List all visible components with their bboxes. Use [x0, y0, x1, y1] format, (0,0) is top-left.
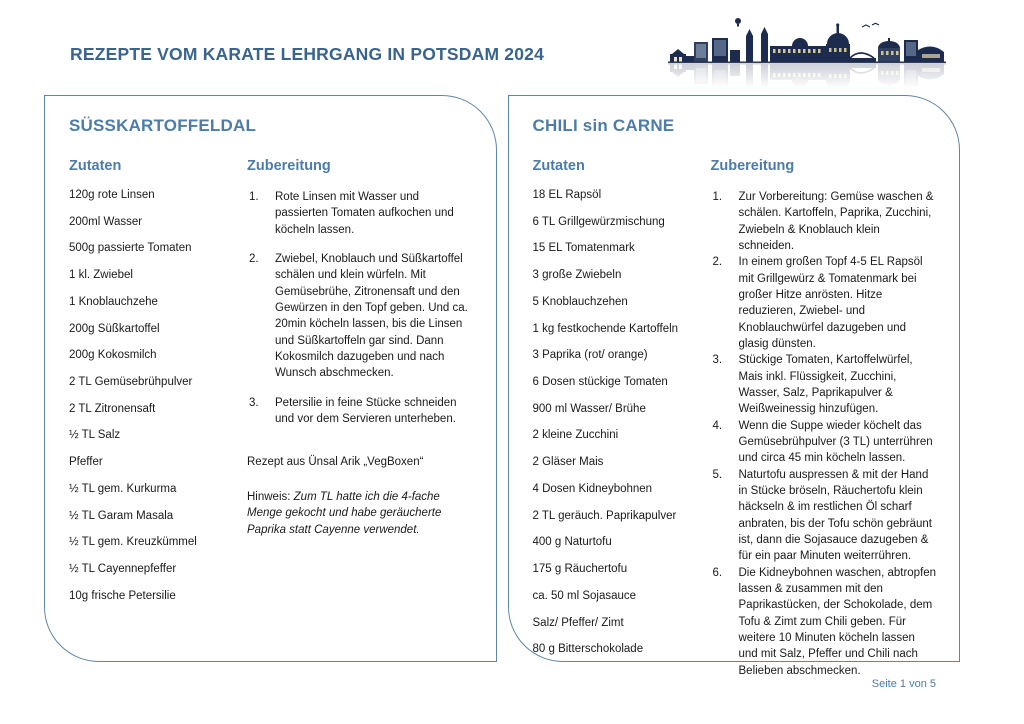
- ingredient-item: 2 Gläser Mais: [532, 456, 604, 469]
- steps-column: [247, 158, 474, 617]
- ingredient-item: 500g passierte Tomaten: [69, 242, 192, 255]
- ingredient-item: Pfeffer: [69, 456, 103, 469]
- ingredient-item: 2 TL geräuch. Paprikapulver: [532, 509, 677, 522]
- ingredient-item: 15 EL Tomatenmark: [532, 242, 635, 255]
- ingredient-item: 1 Knoblauchzehe: [69, 295, 158, 308]
- ingredients-list: [69, 189, 247, 603]
- ingredient-item: 80 g Bitterschokolade: [532, 643, 644, 656]
- page-title: REZEPTE VOM KARATE LEHRGANG IN POTSDAM 2024: [70, 44, 545, 64]
- steps-column: [711, 158, 938, 679]
- ingredient-item: 400 g Naturtofu: [532, 536, 612, 549]
- recipe-card-suesskartoffeldal: [44, 95, 497, 662]
- steps-heading: Zubereitung: [247, 158, 331, 174]
- step-item: Die Kidneybohnen waschen, abtropfen lassen & zusammen mit den Paprikastücken, der Schokolade, dem Tofu & Zimt zum Chili geben. Für weitere 10 Minuten köcheln lassen und mit Salz, Pfeffer und Chili nach Belieben abschmecken.: [738, 566, 937, 677]
- steps-heading: Zubereitung: [710, 158, 795, 174]
- ingredient-item: 200g Süßkartoffel: [69, 322, 160, 335]
- ingredient-item: Salz/ Pfeffer/ Zimt: [532, 616, 624, 629]
- ingredient-item: 900 ml Wasser/ Brühe: [532, 402, 646, 415]
- ingredient-item: 6 TL Grillgewürzmischung: [532, 215, 665, 228]
- ingredient-item: ½ TL Cayennepfeffer: [69, 563, 177, 576]
- ingredient-item: 2 TL Zitronensaft: [69, 402, 156, 415]
- steps-list: [247, 189, 474, 427]
- step-item: Naturtofu auspressen & mit der Hand in Stücke bröseln, Räuchertofu klein häckseln & im restlichen Öl scharf anbraten, bis der Tofu schön gebräunt ist, dann die Sojasauce dazugeben & für ein paar Minuten weiterrühren.: [738, 468, 933, 563]
- city-skyline-image: [666, 14, 948, 88]
- ingredient-item: 120g rote Linsen: [69, 189, 155, 201]
- step-item: Zur Vorbereitung: Gemüse waschen & schälen. Kartoffeln, Paprika, Zucchini, Zwiebeln & Knoblauch klein schneiden.: [738, 191, 934, 252]
- ingredient-item: 2 TL Gemüsebrühpulver: [69, 376, 193, 389]
- note-label: Hinweis:: [247, 490, 294, 503]
- step-item: Zwiebel, Knoblauch und Süßkartoffel schälen und klein würfeln. Mit Gemüsebrühe, Zitronensaft und den Gewürzen in den Topf geben. Und ca. 20min köcheln lassen, bis die Linsen und Süßkartoffeln gar sind. Dann Kokosmilch dazugeben und nach Wunsch abschmecken.: [275, 252, 468, 380]
- note-text: Zum TL hatte ich die 4-fache Menge gekocht und habe geräucherte Paprika statt Cayenne verwendet.: [247, 490, 442, 536]
- ingredient-item: 200ml Wasser: [69, 215, 143, 228]
- ingredient-item: 6 Dosen stückige Tomaten: [532, 376, 668, 389]
- step-item: Stückige Tomaten, Kartoffelwürfel, Mais inkl. Flüssigkeit, Zucchini, Wasser, Salz, Paprikapulver & Weißweinessig hinzufügen.: [738, 354, 913, 416]
- step-item: Wenn die Suppe wieder köchelt das Gemüsebrühpulver (3 TL) unterrühren und circa 45 min köcheln lassen.: [738, 419, 933, 465]
- ingredient-item: 18 EL Rapsöl: [532, 189, 602, 201]
- ingredient-item: ½ TL gem. Kreuzkümmel: [69, 536, 197, 549]
- recipe-note: [247, 489, 474, 539]
- recipe-title: CHILI sin CARNE: [532, 116, 675, 135]
- ingredient-item: 175 g Räuchertofu: [532, 563, 628, 576]
- ingredients-column: [69, 158, 247, 617]
- ingredient-item: ca. 50 ml Sojasauce: [532, 589, 637, 602]
- ingredient-item: ½ TL Garam Masala: [69, 509, 174, 522]
- ingredients-heading: Zutaten: [532, 158, 585, 174]
- ingredient-item: 1 kl. Zwiebel: [69, 269, 133, 282]
- ingredient-item: 3 große Zwiebeln: [532, 269, 622, 282]
- ingredients-heading: Zutaten: [69, 158, 122, 174]
- recipe-cards-row: [44, 95, 960, 677]
- ingredient-item: ½ TL gem. Kurkurma: [69, 482, 177, 495]
- step-item: In einem großen Topf 4-5 EL Rapsöl mit Grillgewürz & Tomatenmark bei großer Hitze anrösten. Hitze reduzieren, Zwiebel- und Knoblauchwürfel dazugeben und glasig dünsten.: [738, 256, 923, 350]
- ingredient-item: 1 kg festkochende Kartoffeln: [532, 322, 679, 335]
- page-number: Seite 1 von 5: [871, 678, 936, 690]
- recipe-source: Rezept aus Ünsal Arik „VegBoxen“: [247, 456, 424, 469]
- recipe-title: SÜSSKARTOFFELDAL: [69, 116, 257, 135]
- ingredient-item: 2 kleine Zucchini: [532, 429, 619, 442]
- ingredients-column: [533, 158, 711, 679]
- step-item: Petersilie in feine Stücke schneiden und vor dem Servieren unterheben.: [275, 396, 457, 425]
- ingredient-item: ½ TL Salz: [69, 429, 121, 442]
- ingredient-item: 3 Paprika (rot/ orange): [532, 349, 648, 362]
- ingredient-item: 10g frische Petersilie: [69, 589, 176, 602]
- ingredient-item: 5 Knoblauchzehen: [532, 295, 628, 308]
- ingredient-item: 200g Kokosmilch: [69, 349, 157, 362]
- ingredients-list: [533, 189, 711, 656]
- step-item: Rote Linsen mit Wasser und passierten Tomaten aufkochen und köcheln lassen.: [275, 191, 454, 236]
- recipe-card-chili-sin-carne: [508, 95, 961, 677]
- steps-list: [711, 189, 938, 679]
- ingredient-item: 4 Dosen Kidneybohnen: [532, 482, 653, 495]
